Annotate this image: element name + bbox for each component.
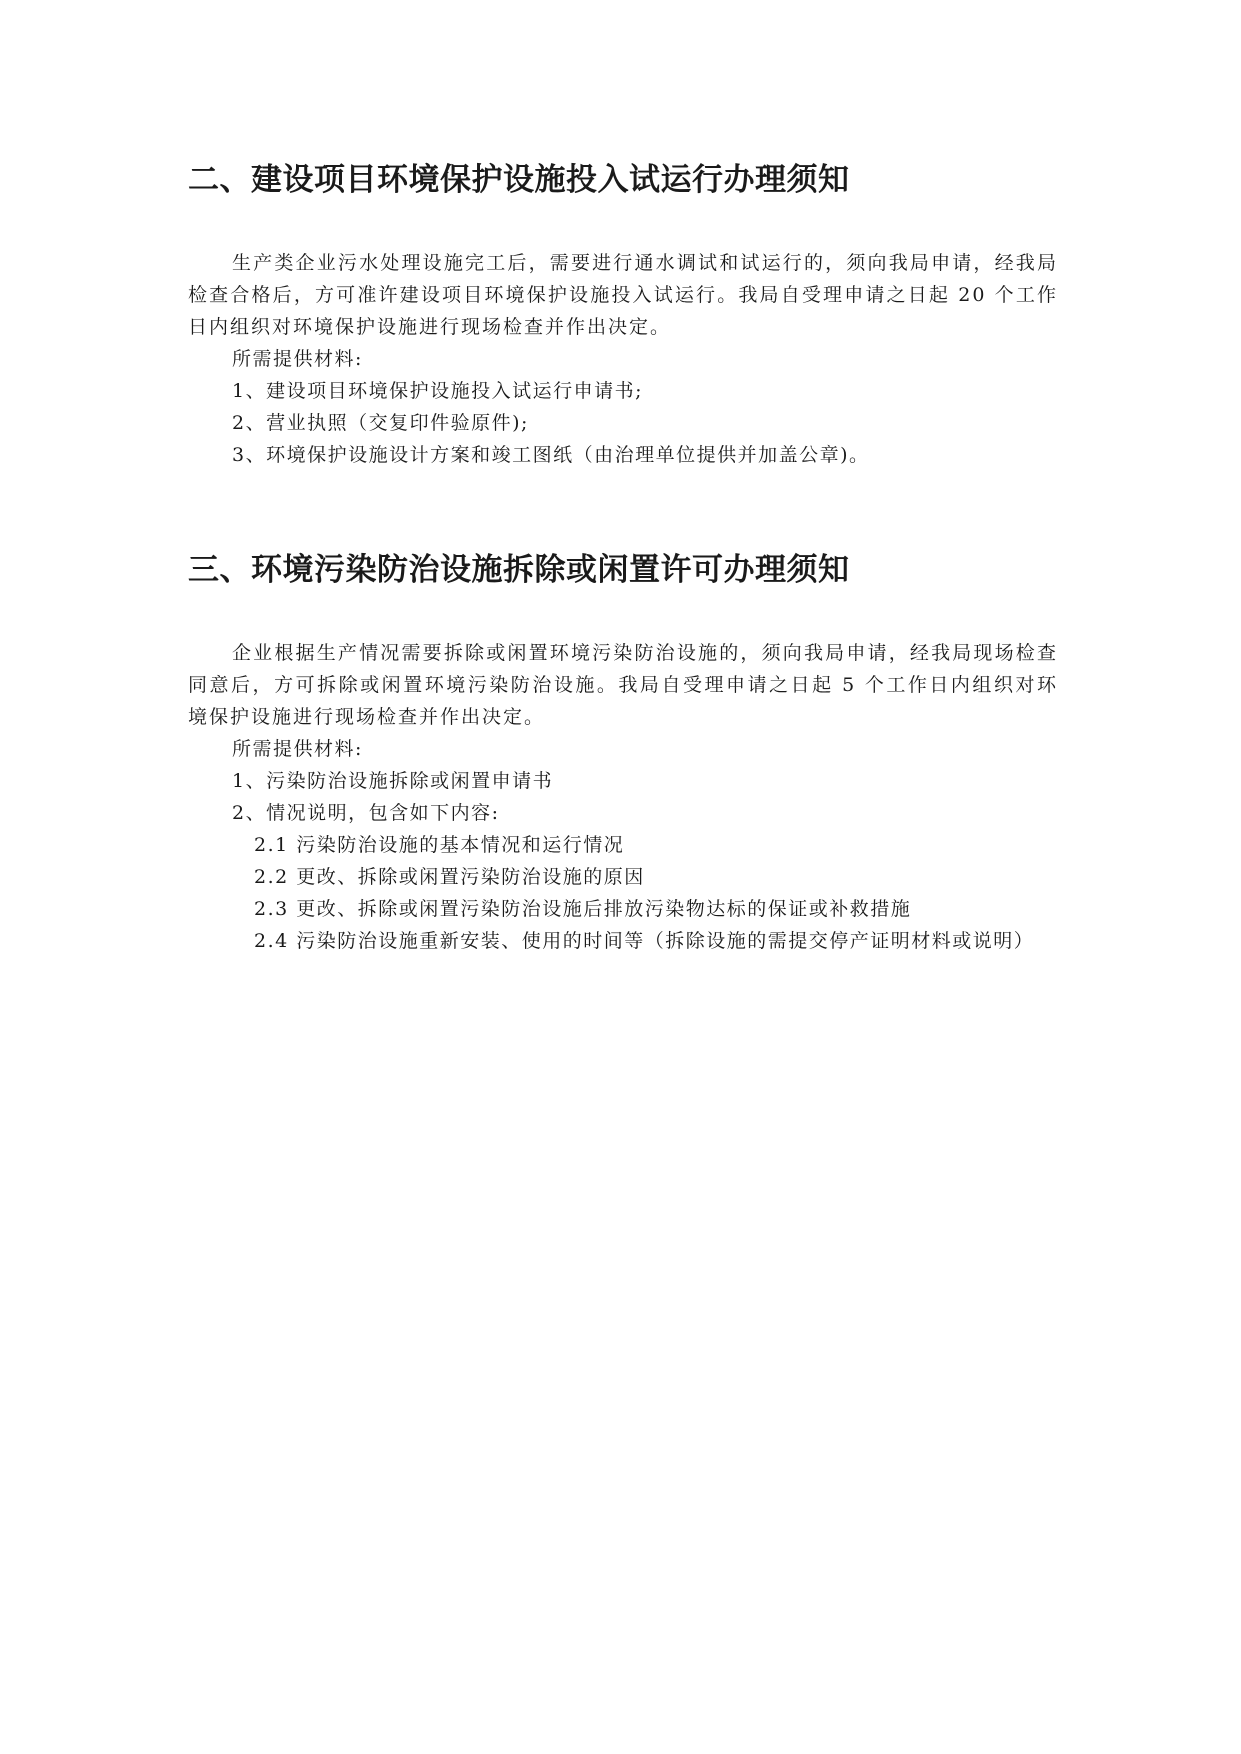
list-item: 2、营业执照（交复印件验原件); [232,412,529,434]
materials-label: 所需提供材料: [232,738,363,760]
sub-list-item: 2.1 污染防治设施的基本情况和运行情况 [254,834,625,856]
list-item: 1、建设项目环境保护设施投入试运行申请书; [232,380,643,402]
section-paragraph: 生产类企业污水处理设施完工后，需要进行通水调试和试运行的，须向我局申请，经我局检查合格后，方可准许建设项目环境保护设施投入试运行。我局自受理申请之日起 20 个工作日内组织对环境保护设施进行现场检查并作出决定。 [188,252,1058,338]
sub-list-item: 2.4 污染防治设施重新安装、使用的时间等（拆除设施的需提交停产证明材料或说明） [254,930,1035,952]
sub-list-item: 2.2 更改、拆除或闲置污染防治设施的原因 [254,866,645,888]
materials-label: 所需提供材料: [232,348,363,370]
section-paragraph: 企业根据生产情况需要拆除或闲置环境污染防治设施的，须向我局申请，经我局现场检查同意后，方可拆除或闲置环境污染防治设施。我局自受理申请之日起 5 个工作日内组织对环境保护设施进行现场检查并作出决定。 [188,642,1058,728]
section-removal-permit [188,550,1058,957]
section-body [188,637,1058,957]
section-heading: 三、环境污染防治设施拆除或闲置许可办理须知 [188,552,850,588]
section-trial-operation [188,160,1058,471]
list-item: 2、情况说明，包含如下内容: [232,802,500,824]
list-item: 1、污染防治设施拆除或闲置申请书 [232,770,554,792]
section-heading: 二、建设项目环境保护设施投入试运行办理须知 [188,162,850,198]
list-item: 3、环境保护设施设计方案和竣工图纸（由治理单位提供并加盖公章)。 [232,444,870,466]
section-body [188,247,1058,471]
sub-list-item: 2.3 更改、拆除或闲置污染防治设施后排放污染物达标的保证或补救措施 [254,898,912,920]
